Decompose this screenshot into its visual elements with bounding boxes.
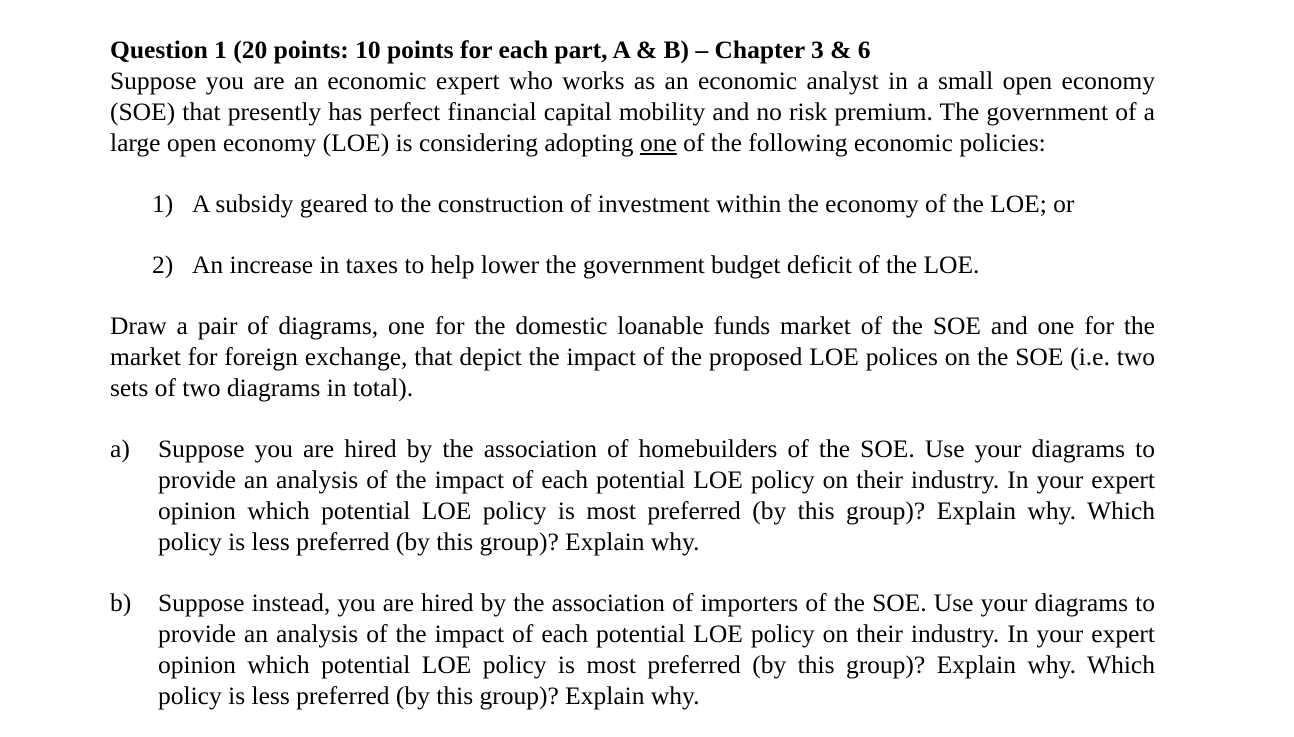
intro-text-before: Suppose you are an economic expert who works as an economic analyst in a small open economy (SOE) that presently has perfect financial capital mobility and no risk premium. The government of a large open economy (LOE) is considering adopting [110,66,1155,157]
policy-number: 2) [152,250,174,279]
question-title: Question 1 (20 points: 10 points for each part, A & B) – Chapter 3 & 6 [110,35,871,64]
part-text: Suppose instead, you are hired by the association of importers of the SOE. Use your diagrams to provide an analysis of the impact of each potential LOE policy on their industry. In your expert opinion which potential LOE policy is most preferred (by this group)? Explain why. Which policy is less preferred (by this group)? Explain why. [158,588,1155,710]
question-document [110,34,1155,711]
draw-instruction: Draw a pair of diagrams, one for the domestic loanable funds market of the SOE and one for the market for foreign exchange, that depict the impact of the proposed LOE polices on the SOE (i.e. two sets of two diagrams in total). [110,311,1155,402]
policy-item [152,188,1155,219]
policy-item [152,249,1155,280]
policy-text: A subsidy geared to the construction of investment within the economy of the LOE; or [192,189,1075,218]
question-part-b [110,587,1155,711]
question-part-a [110,433,1155,557]
policy-list [110,188,1155,280]
question-intro [110,65,1155,158]
intro-underlined-word: one [639,128,677,157]
part-label: a) [110,434,130,463]
intro-text-after: of the following economic policies: [676,128,1046,157]
policy-text: An increase in taxes to help lower the government budget deficit of the LOE. [192,250,980,279]
part-label: b) [110,588,132,617]
part-text: Suppose you are hired by the association of homebuilders of the SOE. Use your diagrams to provide an analysis of the impact of each potential LOE policy on their industry. In your expert opinion which potential LOE policy is most preferred (by this group)? Explain why. Which policy is less preferred (by this group)? Explain why. [158,434,1155,556]
policy-number: 1) [152,189,174,218]
